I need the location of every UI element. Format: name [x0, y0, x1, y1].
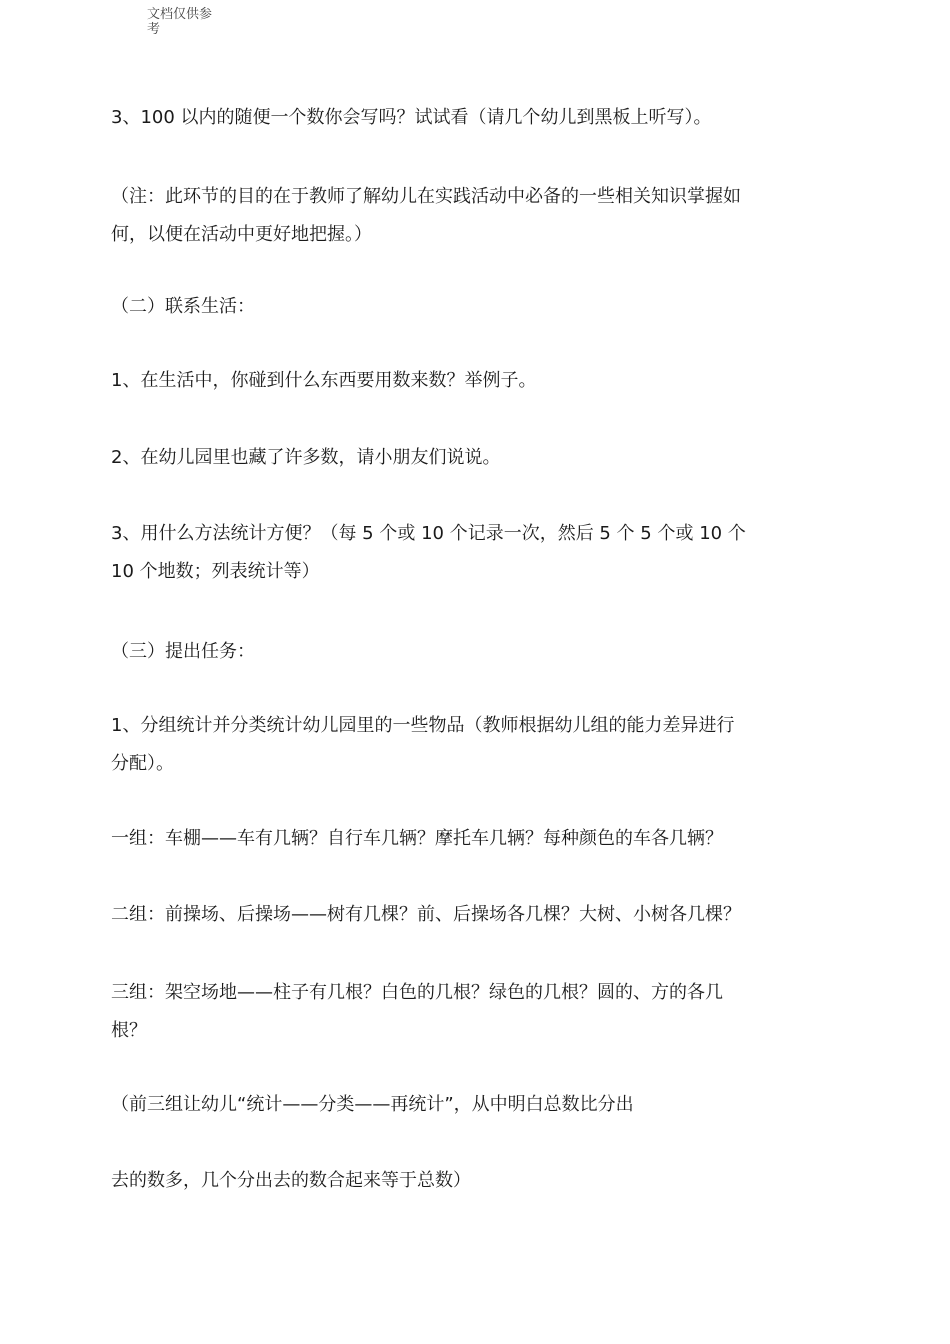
text-line: 3、100 以内的随便一个数你会写吗？试试看（请几个幼儿到黑板上听写）。	[111, 107, 712, 128]
text-line: 根？	[111, 1020, 147, 1041]
paragraph-5	[111, 439, 791, 477]
paragraph-group-3	[111, 974, 791, 1050]
paragraph-1	[111, 99, 791, 137]
header-line-1: 文档仅供参	[147, 7, 213, 22]
text-line: 1、分组统计并分类统计幼儿园里的一些物品（教师根据幼儿组的能力差异进行	[111, 715, 735, 736]
paragraph-note-1	[111, 1086, 791, 1124]
text-line: （注：此环节的目的在于教师了解幼儿在实践活动中必备的一些相关知识掌握如	[111, 186, 741, 207]
paragraph-8	[111, 707, 791, 783]
text-line: 分配）。	[111, 753, 174, 774]
paragraph-4	[111, 362, 791, 400]
paragraph-2	[111, 178, 791, 254]
text-line: 何，以便在活动中更好地把握。）	[111, 224, 372, 245]
text-line: 去的数多，几个分出去的数合起来等于总数）	[111, 1170, 471, 1191]
text-line: （三）提出任务：	[111, 641, 255, 662]
paragraph-group-2	[111, 896, 791, 934]
text-line: （二）联系生活：	[111, 296, 255, 317]
text-line: 一组：车棚——车有几辆？自行车几辆？摩托车几辆？每种颜色的车各几辆？	[111, 828, 723, 849]
text-line: （前三组让幼儿“统计——分类——再统计”，从中明白总数比分出	[111, 1094, 634, 1115]
text-line: 10 个地数；列表统计等）	[111, 561, 320, 582]
section-heading-3	[111, 633, 791, 671]
text-line: 二组：前操场、后操场——树有几棵？前、后操场各几棵？大树、小树各几棵？	[111, 904, 741, 925]
paragraph-note-2	[111, 1162, 791, 1200]
text-line: 1、在生活中，你碰到什么东西要用数来数？举例子。	[111, 370, 537, 391]
section-heading-2	[111, 288, 791, 326]
page-header	[147, 7, 237, 37]
text-line: 2、在幼儿园里也藏了许多数，请小朋友们说说。	[111, 447, 501, 468]
header-line-2: 考	[147, 22, 161, 37]
text-line: 3、用什么方法统计方便？（每 5 个或 10 个记录一次，然后 5 个 5 个或 10 个	[111, 523, 746, 544]
paragraph-group-1	[111, 820, 791, 858]
text-line: 三组：架空场地——柱子有几根？白色的几根？绿色的几根？圆的、方的各几	[111, 982, 723, 1003]
paragraph-6	[111, 515, 791, 591]
